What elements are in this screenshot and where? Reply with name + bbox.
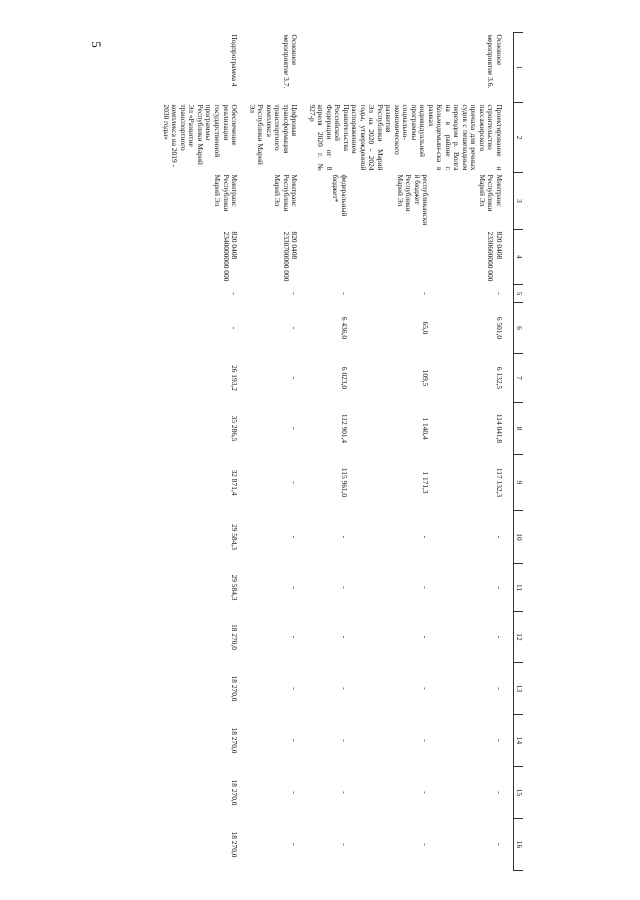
budget-code-cell: 820 0408 2340000000 000 — [221, 231, 240, 282]
header-col-6: 6 — [514, 303, 524, 354]
value-cell: - — [495, 843, 504, 846]
budget-code-cell — [349, 230, 430, 285]
value-cell: - — [290, 427, 300, 430]
value-cell: - — [290, 535, 300, 539]
value-cell: - — [339, 843, 349, 846]
value-cell: 26 193,2 — [230, 365, 240, 391]
header-col-16: 16 — [514, 819, 524, 871]
value-cell: 6 132,5 — [495, 366, 504, 390]
value-cell: - — [290, 326, 300, 330]
value-cell: - — [495, 739, 504, 742]
value-cell: - — [421, 535, 431, 539]
value-cell: 115 961,0 — [339, 467, 349, 498]
row-label: Основное мероприятие 3.7. — [281, 34, 300, 89]
header-col-2: 2 — [514, 103, 524, 173]
table-row — [246, 33, 306, 871]
value-cell: 18 270,0 — [230, 779, 240, 806]
value-cell: - — [421, 586, 431, 589]
value-cell: 1 140,4 — [421, 417, 431, 440]
value-cell: - — [290, 635, 300, 639]
page-number: 5 — [88, 41, 104, 48]
value-cell: 29 584,3 — [230, 524, 240, 550]
budget-code-cell: 820 0408 2330600000 000 — [486, 231, 504, 282]
header-col-12: 12 — [514, 612, 524, 663]
value-cell: - — [290, 843, 300, 846]
table-row — [430, 33, 513, 871]
executor-cell: федеральный бюджет* — [331, 174, 349, 217]
header-col-14: 14 — [514, 715, 524, 767]
header-col-7: 7 — [514, 354, 524, 403]
value-cell: - — [495, 635, 504, 639]
value-cell: - — [421, 843, 431, 846]
value-cell: - — [495, 535, 504, 539]
row-label: Подпрограмма 4 — [230, 34, 240, 87]
executor-cell: Минтранс Республики Марий Эл — [213, 174, 240, 212]
value-cell: - — [290, 687, 300, 690]
value-cell: - — [290, 586, 300, 589]
value-cell: - — [290, 739, 300, 742]
row-description: Проектирование и строительство пассажирского причала для речных судов с пешеходным переходом р. Волга на в районе г. Козьмодемьян-ска в рамках индивидуальной программы социально-экономического развития Республики Марий Эл на 2020 - 2024 годы, утвержденной распоряжением Правительства Российской Федерации от 8 апреля 2020 г. № 927-р — [307, 104, 504, 171]
value-cell: 18 270,0 — [230, 831, 240, 858]
value-cell: - — [290, 481, 300, 484]
header-col-15: 15 — [514, 767, 524, 819]
value-cell: - — [339, 791, 349, 794]
executor-cell: республиканский бюджет Республики Марий Эл — [395, 174, 431, 226]
value-cell: - — [290, 376, 300, 380]
value-cell: 32 871,4 — [230, 469, 240, 496]
value-cell: - — [339, 292, 349, 295]
executor-cell: Минтранс Республики Марий Эл — [477, 174, 504, 212]
header-col-1: 1 — [514, 33, 524, 103]
header-col-3: 3 — [514, 173, 524, 230]
value-cell: - — [339, 739, 349, 742]
budget-code-cell: 820 0408 2330700000 000 — [281, 231, 300, 282]
value-cell: - — [339, 586, 349, 589]
value-cell: 1 171,3 — [421, 471, 431, 494]
value-cell: - — [290, 292, 300, 295]
header-col-9: 9 — [514, 455, 524, 511]
value-cell: 114 041,8 — [495, 413, 504, 444]
value-cell: 35 286,5 — [230, 415, 240, 442]
value-cell: - — [230, 292, 240, 295]
value-cell: - — [339, 635, 349, 639]
value-cell: - — [290, 791, 300, 794]
value-cell: 117 132,3 — [495, 467, 504, 498]
value-cell: - — [421, 739, 431, 742]
header-col-11: 11 — [514, 564, 524, 612]
row-description: Обеспечение реализации государственной программы Республики Марий Эл «Развитие транспортного комплекса на 2019 - 2030 годы» — [161, 104, 240, 167]
value-cell: - — [339, 687, 349, 690]
value-cell: - — [421, 292, 431, 295]
value-cell: - — [421, 791, 431, 794]
value-cell: 6 436,0 — [339, 316, 349, 340]
value-cell: - — [421, 687, 431, 690]
budget-code-cell — [306, 230, 349, 285]
value-cell: 112 901,4 — [339, 413, 349, 444]
value-cell: 29 584,3 — [230, 574, 240, 601]
value-cell: - — [339, 535, 349, 539]
header-col-4: 4 — [514, 230, 524, 285]
value-cell: - — [495, 687, 504, 690]
executor-cell: Минтранс Республики Марий Эл — [273, 174, 300, 212]
header-col-8: 8 — [514, 403, 524, 455]
header-col-5: 5 — [514, 285, 524, 303]
table-row — [160, 33, 246, 871]
row-label: Основное мероприятие 3.6. — [486, 34, 504, 89]
column-number-header — [514, 33, 524, 871]
value-cell: - — [230, 326, 240, 330]
row-description: Цифровая трансформация транспортного комплекса Республики Марий Эл — [247, 104, 300, 165]
header-col-10: 10 — [514, 511, 524, 564]
value-cell: 18 270,0 — [230, 727, 240, 754]
value-cell: - — [421, 635, 431, 639]
value-cell: 65,0 — [421, 321, 431, 335]
value-cell: 109,5 — [421, 369, 431, 387]
value-cell: - — [495, 791, 504, 794]
value-cell: - — [495, 586, 504, 589]
value-cell: 18 270,0 — [230, 675, 240, 702]
value-cell: 6 501,0 — [495, 316, 504, 340]
value-cell: 18 270,0 — [230, 624, 240, 650]
program-table — [160, 32, 523, 871]
header-col-13: 13 — [514, 663, 524, 715]
value-cell: 6 023,0 — [339, 366, 349, 390]
value-cell: - — [495, 292, 504, 295]
